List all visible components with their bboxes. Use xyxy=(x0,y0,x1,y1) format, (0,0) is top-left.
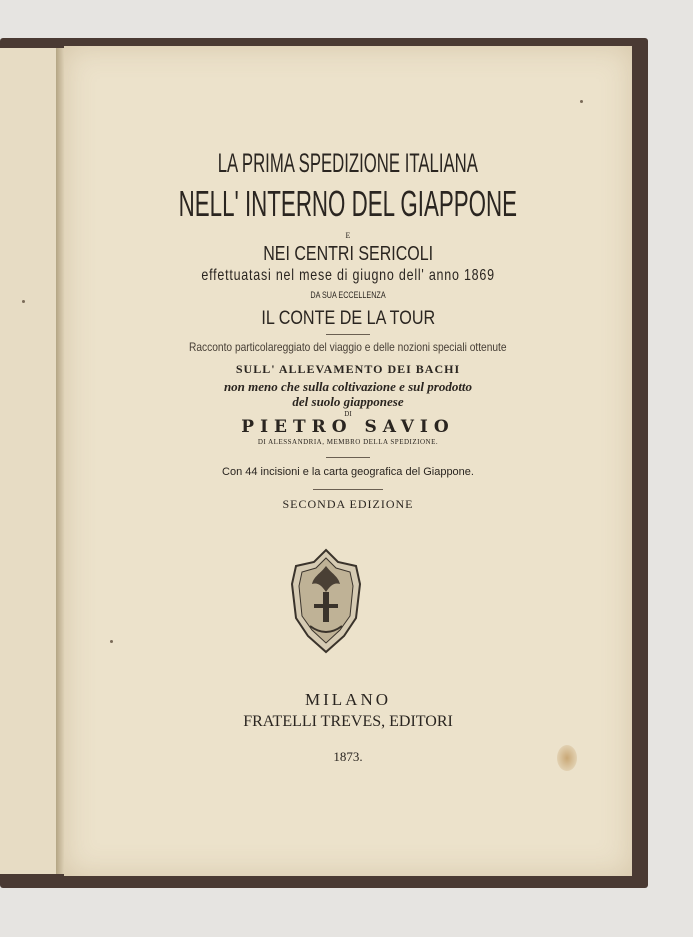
conjunction: E xyxy=(345,231,351,240)
year: 1873. xyxy=(333,749,363,764)
city: MILANO xyxy=(305,690,391,709)
divider-rule xyxy=(326,334,370,335)
title-line-2: NELL' INTERNO DEL GIAPPONE xyxy=(178,183,518,224)
subtitle-line-2: effettuatasi nel mese di giugno dell' anno 1869 xyxy=(201,267,495,284)
di-line: DI xyxy=(344,410,352,418)
author-name: PIETRO SAVIO xyxy=(241,417,455,437)
topic-line: SULL' ALLEVAMENTO DEI BACHI xyxy=(235,362,461,376)
title-line-1: LA PRIMA SPEDIZIONE ITALIANA xyxy=(217,148,479,178)
subtitle-line-1: NEI CENTRI SERICOLI xyxy=(263,243,433,265)
topic-line-2: non meno che sulla coltivazione e sul prodotto xyxy=(223,379,473,394)
author-note: DI ALESSANDRIA, MEMBRO DELLA SPEDIZIONE. xyxy=(257,438,439,446)
publisher-emblem xyxy=(290,548,362,654)
edition-line: SECONDA EDIZIONE xyxy=(282,497,414,511)
foxing-stain xyxy=(557,745,577,771)
foxing-speck xyxy=(22,300,25,303)
book-gutter xyxy=(56,48,64,874)
illustrations-note: Con 44 incisioni e la carta geografica del Giappone. xyxy=(222,466,474,478)
foxing-speck xyxy=(110,640,113,643)
honorific-line: DA SUA ECCELLENZA xyxy=(310,290,386,300)
conte-line: IL CONTE DE LA TOUR xyxy=(261,308,435,329)
foxing-speck xyxy=(580,100,583,103)
divider-rule xyxy=(313,489,383,490)
left-page-edge xyxy=(0,48,57,874)
description-line: Racconto particolareggiato del viaggio e delle nozioni speciali ottenute xyxy=(189,340,507,354)
publisher: FRATELLI TREVES, EDITORI xyxy=(243,713,453,730)
topic-line-3: del suolo giapponese xyxy=(292,394,404,409)
divider-rule xyxy=(326,457,370,458)
